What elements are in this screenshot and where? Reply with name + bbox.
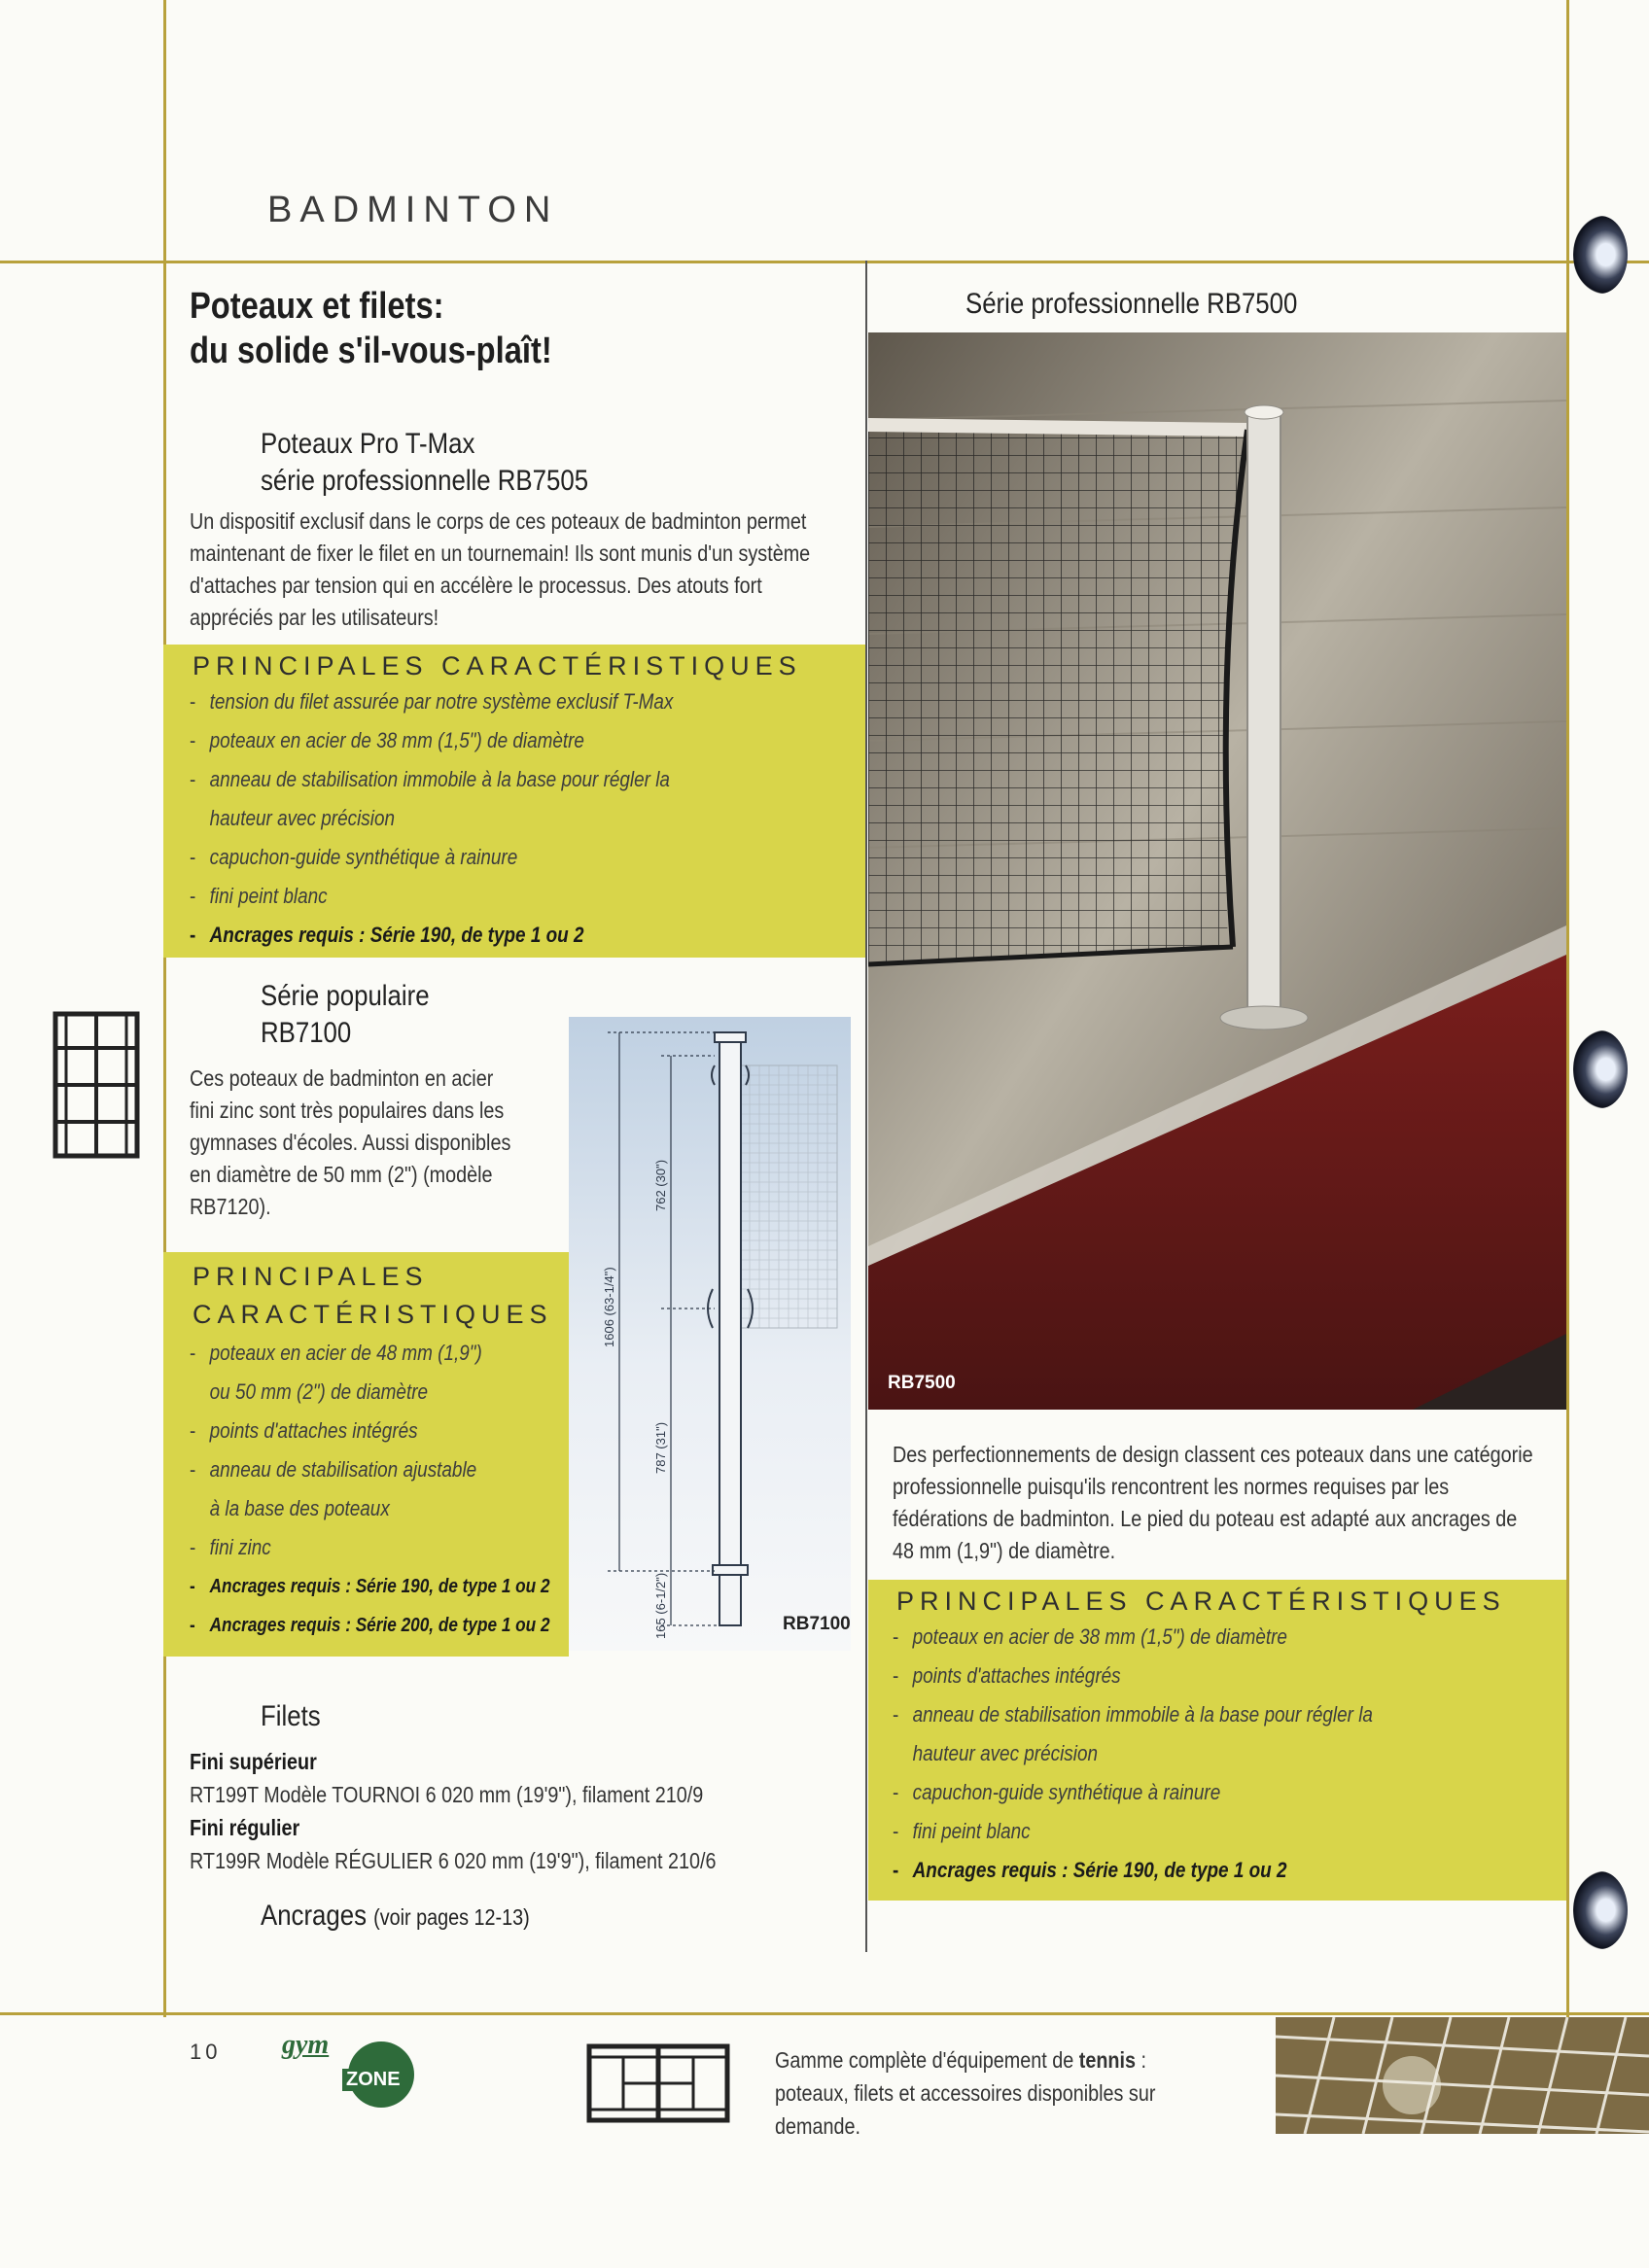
rb7500-photo (868, 332, 1566, 1410)
list-item: - fini zinc (190, 1535, 271, 1559)
filets-details (190, 1745, 870, 1877)
footer-text-line1: Gamme complète d'équipement de tennis : (775, 2047, 1146, 2073)
filets-title: Filets (261, 1700, 321, 1732)
binder-ring-icon (1573, 1030, 1628, 1108)
list-item: - poteaux en acier de 38 mm (1,5") de diamètre (893, 1624, 1287, 1649)
populaire-title-line1: Série populaire (261, 980, 430, 1012)
populaire-features-title-line2: CARACTÉRISTIQUES (193, 1300, 553, 1329)
list-item: - points d'attaches intégrés (190, 1418, 418, 1443)
list-item: - points d'attaches intégrés (893, 1663, 1121, 1688)
pro-tmax-description: Un dispositif exclusif dans le corps de ces poteaux de badminton permet maintenant de fixer le filet en un tournemain! Ils sont munis d'un système d'attaches par tension qui en accélère le processus. Des atouts fort appréciés par les utilisateurs! (190, 508, 811, 630)
professionnelle-description: Des perfectionnements de design classent ces poteaux dans une catégorie professionnelle puisqu'ils rencontrent les normes requises par les fédérations de badminton. Le pied du poteau est adapté aux ancrages de 48 mm (1,9") de diamètre. (893, 1442, 1533, 1563)
list-item: - Ancrages requis : Série 190, de type 1 ou 2 (190, 1576, 550, 1597)
list-item: - poteaux en acier de 38 mm (1,5") de diamètre (190, 728, 584, 752)
professionnelle-title: Série professionnelle RB7500 (965, 288, 1298, 320)
professionnelle-features-list (893, 1618, 1451, 1890)
page-headline (190, 284, 758, 373)
tennis-net-photo (1276, 2017, 1649, 2134)
ancrages-title: Ancrages (261, 1900, 368, 1932)
gymzone-logo-bottom: ZONE (342, 2069, 404, 2091)
fini-regulier-label: Fini régulier (190, 1815, 300, 1840)
binder-ring-icon (1573, 1871, 1628, 1949)
list-item: - tension du filet assurée par notre système exclusif T-Max (190, 689, 674, 714)
ancrages-heading (261, 1898, 530, 1936)
rb7100-diagram (569, 1017, 851, 1651)
tennis-court-icon (586, 2043, 730, 2123)
dim-middle-label: 787 (31") (653, 1421, 668, 1474)
dim-top-label: 762 (30") (653, 1159, 668, 1211)
populaire-features-list (190, 1334, 609, 1645)
populaire-title (261, 978, 552, 1052)
list-item: à la base des poteaux (209, 1496, 390, 1520)
column-divider (865, 261, 867, 1952)
rb7100-drawing (569, 1017, 851, 1651)
pro-tmax-features-title: PRINCIPALES CARACTÉRISTIQUES (193, 651, 802, 680)
populaire-title-line2: RB7100 (261, 1017, 352, 1049)
dim-bottom-label: 165 (6-1/2") (653, 1572, 668, 1639)
list-item: - Ancrages requis : Série 190, de type 1 ou 2 (893, 1858, 1287, 1882)
fini-superieur-line: RT199T Modèle TOURNOI 6 020 mm (19'9"), filament 210/9 (190, 1782, 704, 1807)
list-item: - fini peint blanc (893, 1819, 1031, 1843)
populaire-description: Ces poteaux de badminton en acier fini zinc sont très populaires dans les gymnases d'écoles. Aussi disponibles en diamètre de 50 mm (2") (modèle RB7120). (190, 1065, 511, 1219)
list-item: - Ancrages requis : Série 200, de type 1 ou 2 (190, 1615, 550, 1636)
list-item: hauteur avec précision (912, 1741, 1099, 1765)
pro-tmax-title (261, 426, 844, 500)
fini-superieur-label: Fini supérieur (190, 1749, 317, 1774)
list-item: - poteaux en acier de 48 mm (1,9") (190, 1341, 482, 1365)
gymzone-logo-top: gym (282, 2030, 330, 2060)
pro-tmax-title-line2: série professionnelle RB7505 (261, 465, 589, 497)
rb7500-photo-caption: RB7500 (888, 1373, 956, 1393)
list-item: - capuchon-guide synthétique à rainure (893, 1780, 1221, 1804)
list-item: ou 50 mm (2") de diamètre (209, 1379, 429, 1404)
headline-line2: du solide s'il-vous-plaît! (190, 331, 552, 371)
list-item: - anneau de stabilisation immobile à la base pour régler la (893, 1702, 1373, 1727)
pro-tmax-title-line1: Poteaux Pro T-Max (261, 428, 475, 460)
list-item: - anneau de stabilisation immobile à la base pour régler la (190, 767, 670, 791)
footer-divider (0, 2012, 1649, 2015)
dim-total-label: 1606 (63-1/4") (602, 1267, 616, 1347)
populaire-features-title-line1: PRINCIPALES (193, 1262, 429, 1291)
list-item: hauteur avec précision (209, 806, 396, 830)
binder-ring-icon (1573, 216, 1628, 294)
page-number: 10 (190, 2040, 222, 2064)
pro-tmax-features-list (190, 682, 752, 955)
badminton-court-icon (53, 1011, 140, 1159)
list-item: - anneau de stabilisation ajustable (190, 1457, 477, 1482)
headline-line1: Poteaux et filets: (190, 286, 444, 327)
header-divider (0, 261, 1649, 263)
frame-left-line (163, 0, 166, 2017)
list-item: - capuchon-guide synthétique à rainure (190, 845, 518, 869)
frame-right-line (1566, 0, 1569, 2017)
gymzone-logo (282, 2030, 428, 2110)
rb7100-diagram-label: RB7100 (783, 1614, 851, 1634)
professionnelle-features-title: PRINCIPALES CARACTÉRISTIQUES (896, 1587, 1506, 1616)
footer-text-line2: poteaux, filets et accessoires disponibles sur demande. (775, 2080, 1156, 2139)
list-item: - fini peint blanc (190, 884, 328, 908)
footer-tennis-text (775, 2043, 1218, 2143)
ancrages-note: (voir pages 12-13) (373, 1904, 530, 1930)
fini-regulier-line: RT199R Modèle RÉGULIER 6 020 mm (19'9"), filament 210/6 (190, 1848, 717, 1873)
section-title: BADMINTON (267, 190, 559, 230)
tennis-net-drawing (1276, 2017, 1649, 2134)
list-item: - Ancrages requis : Série 190, de type 1 ou 2 (190, 923, 584, 947)
rb7500-photo-drawing (868, 332, 1566, 1410)
